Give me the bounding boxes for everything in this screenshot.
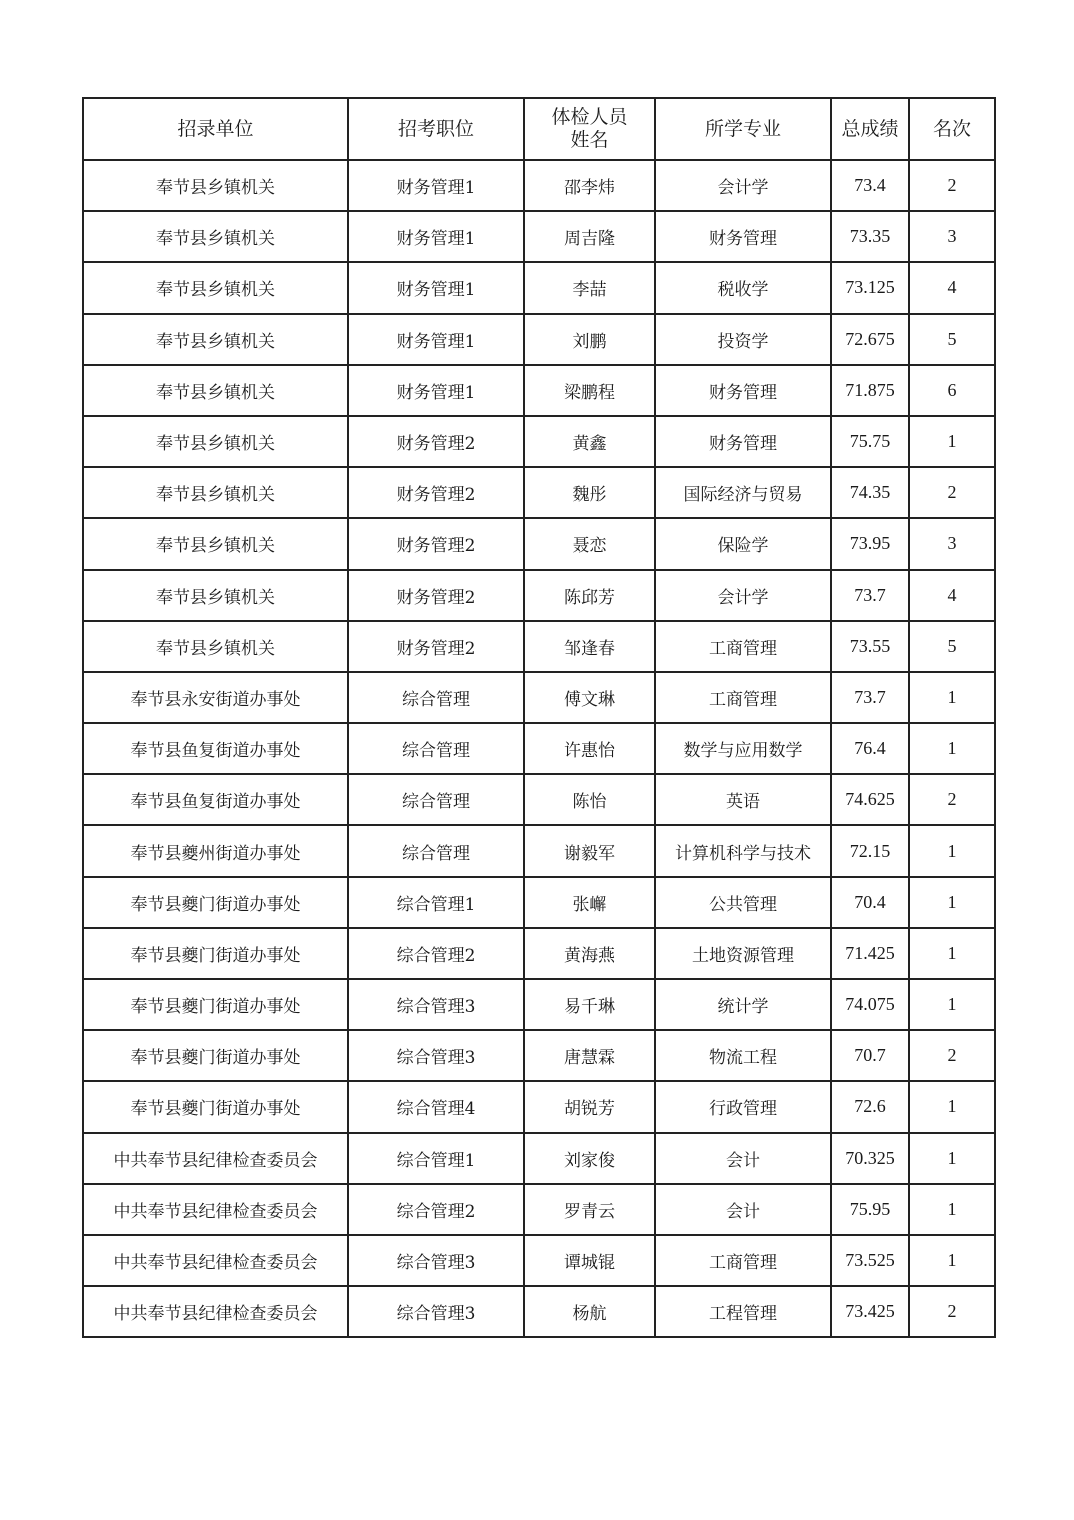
cell-candidate-name: 刘家俊: [524, 1133, 655, 1184]
cell-position: 财务管理1: [348, 365, 524, 416]
cell-candidate-name: 魏彤: [524, 467, 655, 518]
cell-position: 财务管理2: [348, 518, 524, 569]
cell-major: 物流工程: [655, 1030, 831, 1081]
cell-recruiting-unit: 中共奉节县纪律检查委员会: [83, 1184, 348, 1235]
cell-major: 工程管理: [655, 1286, 831, 1337]
header-candidate-name-line2: 姓名: [570, 129, 609, 151]
cell-total-score: 73.525: [831, 1235, 909, 1286]
cell-recruiting-unit: 奉节县乡镇机关: [83, 467, 348, 518]
cell-rank: 1: [909, 825, 995, 876]
cell-major: 会计: [655, 1133, 831, 1184]
cell-position: 财务管理2: [348, 467, 524, 518]
cell-recruiting-unit: 奉节县乡镇机关: [83, 621, 348, 672]
cell-position: 综合管理: [348, 672, 524, 723]
cell-major: 税收学: [655, 262, 831, 313]
cell-major: 财务管理: [655, 211, 831, 262]
cell-recruiting-unit: 奉节县夔门街道办事处: [83, 1081, 348, 1132]
cell-total-score: 73.125: [831, 262, 909, 313]
header-position: 招考职位: [348, 98, 524, 160]
table-row: [83, 825, 995, 876]
table-row: [83, 877, 995, 928]
cell-position: 综合管理3: [348, 1235, 524, 1286]
table-row: [83, 1081, 995, 1132]
cell-rank: 2: [909, 1286, 995, 1337]
cell-total-score: 73.4: [831, 160, 909, 211]
cell-major: 英语: [655, 774, 831, 825]
cell-position: 综合管理: [348, 825, 524, 876]
table-row: [83, 160, 995, 211]
table-row: [83, 314, 995, 365]
cell-recruiting-unit: 奉节县乡镇机关: [83, 518, 348, 569]
cell-total-score: 71.425: [831, 928, 909, 979]
cell-total-score: 71.875: [831, 365, 909, 416]
cell-recruiting-unit: 中共奉节县纪律检查委员会: [83, 1133, 348, 1184]
cell-rank: 5: [909, 314, 995, 365]
table-body: [83, 160, 995, 1337]
cell-major: 保险学: [655, 518, 831, 569]
cell-recruiting-unit: 奉节县夔门街道办事处: [83, 877, 348, 928]
cell-total-score: 73.55: [831, 621, 909, 672]
cell-position: 财务管理2: [348, 416, 524, 467]
cell-position: 财务管理1: [348, 262, 524, 313]
cell-candidate-name: 陈怡: [524, 774, 655, 825]
cell-major: 行政管理: [655, 1081, 831, 1132]
table-row: [83, 1184, 995, 1235]
cell-major: 财务管理: [655, 365, 831, 416]
table-row: [83, 774, 995, 825]
cell-position: 财务管理2: [348, 570, 524, 621]
cell-rank: 1: [909, 1184, 995, 1235]
table-row: [83, 1133, 995, 1184]
cell-position: 财务管理1: [348, 314, 524, 365]
cell-rank: 1: [909, 416, 995, 467]
cell-rank: 1: [909, 672, 995, 723]
cell-recruiting-unit: 中共奉节县纪律检查委员会: [83, 1235, 348, 1286]
cell-total-score: 74.625: [831, 774, 909, 825]
cell-position: 综合管理: [348, 723, 524, 774]
cell-recruiting-unit: 奉节县永安街道办事处: [83, 672, 348, 723]
cell-recruiting-unit: 奉节县鱼复街道办事处: [83, 723, 348, 774]
cell-recruiting-unit: 奉节县夔门街道办事处: [83, 928, 348, 979]
cell-candidate-name: 刘鹏: [524, 314, 655, 365]
cell-major: 财务管理: [655, 416, 831, 467]
cell-rank: 6: [909, 365, 995, 416]
cell-recruiting-unit: 奉节县乡镇机关: [83, 570, 348, 621]
cell-major: 国际经济与贸易: [655, 467, 831, 518]
cell-candidate-name: 黄鑫: [524, 416, 655, 467]
header-major: 所学专业: [655, 98, 831, 160]
cell-position: 综合管理3: [348, 1286, 524, 1337]
cell-major: 会计学: [655, 160, 831, 211]
cell-major: 会计: [655, 1184, 831, 1235]
cell-candidate-name: 许惠怡: [524, 723, 655, 774]
cell-total-score: 72.15: [831, 825, 909, 876]
cell-major: 土地资源管理: [655, 928, 831, 979]
cell-position: 综合管理: [348, 774, 524, 825]
cell-rank: 1: [909, 928, 995, 979]
table-row: [83, 570, 995, 621]
table-row: [83, 1235, 995, 1286]
cell-total-score: 76.4: [831, 723, 909, 774]
cell-major: 工商管理: [655, 1235, 831, 1286]
cell-recruiting-unit: 奉节县乡镇机关: [83, 314, 348, 365]
cell-candidate-name: 谢毅军: [524, 825, 655, 876]
cell-recruiting-unit: 奉节县乡镇机关: [83, 365, 348, 416]
cell-total-score: 70.325: [831, 1133, 909, 1184]
cell-rank: 2: [909, 160, 995, 211]
cell-total-score: 75.95: [831, 1184, 909, 1235]
cell-recruiting-unit: 奉节县夔州街道办事处: [83, 825, 348, 876]
cell-total-score: 72.6: [831, 1081, 909, 1132]
cell-position: 综合管理4: [348, 1081, 524, 1132]
cell-position: 财务管理2: [348, 621, 524, 672]
cell-position: 综合管理3: [348, 1030, 524, 1081]
table-row: [83, 723, 995, 774]
cell-position: 综合管理3: [348, 979, 524, 1030]
header-candidate-name: [524, 98, 655, 160]
header-recruiting-unit: 招录单位: [83, 98, 348, 160]
table-row: [83, 416, 995, 467]
cell-position: 财务管理1: [348, 160, 524, 211]
cell-rank: 3: [909, 518, 995, 569]
table-row: [83, 211, 995, 262]
cell-position: 综合管理1: [348, 1133, 524, 1184]
cell-recruiting-unit: 奉节县乡镇机关: [83, 262, 348, 313]
cell-rank: 1: [909, 1133, 995, 1184]
cell-rank: 1: [909, 979, 995, 1030]
cell-major: 计算机科学与技术: [655, 825, 831, 876]
cell-candidate-name: 周吉隆: [524, 211, 655, 262]
cell-total-score: 74.35: [831, 467, 909, 518]
cell-major: 统计学: [655, 979, 831, 1030]
cell-major: 会计学: [655, 570, 831, 621]
header-rank: 名次: [909, 98, 995, 160]
cell-candidate-name: 聂恋: [524, 518, 655, 569]
table-row: [83, 365, 995, 416]
cell-major: 数学与应用数学: [655, 723, 831, 774]
cell-major: 工商管理: [655, 621, 831, 672]
cell-rank: 4: [909, 262, 995, 313]
cell-major: 工商管理: [655, 672, 831, 723]
table-row: [83, 979, 995, 1030]
cell-candidate-name: 黄海燕: [524, 928, 655, 979]
cell-candidate-name: 谭城锟: [524, 1235, 655, 1286]
cell-rank: 3: [909, 211, 995, 262]
cell-rank: 1: [909, 877, 995, 928]
table-row: [83, 262, 995, 313]
table-row: [83, 467, 995, 518]
cell-position: 财务管理1: [348, 211, 524, 262]
cell-candidate-name: 杨航: [524, 1286, 655, 1337]
cell-total-score: 73.95: [831, 518, 909, 569]
cell-major: 投资学: [655, 314, 831, 365]
cell-recruiting-unit: 中共奉节县纪律检查委员会: [83, 1286, 348, 1337]
cell-position: 综合管理1: [348, 877, 524, 928]
cell-candidate-name: 胡锐芳: [524, 1081, 655, 1132]
cell-recruiting-unit: 奉节县夔门街道办事处: [83, 1030, 348, 1081]
header-row: [83, 98, 995, 160]
cell-candidate-name: 易千琳: [524, 979, 655, 1030]
cell-rank: 1: [909, 1235, 995, 1286]
physical-exam-list-table: [82, 97, 996, 1338]
cell-total-score: 72.675: [831, 314, 909, 365]
cell-rank: 2: [909, 467, 995, 518]
cell-candidate-name: 罗青云: [524, 1184, 655, 1235]
cell-recruiting-unit: 奉节县乡镇机关: [83, 211, 348, 262]
cell-total-score: 73.425: [831, 1286, 909, 1337]
cell-total-score: 70.7: [831, 1030, 909, 1081]
cell-candidate-name: 李喆: [524, 262, 655, 313]
cell-candidate-name: 邹逢春: [524, 621, 655, 672]
table-row: [83, 928, 995, 979]
cell-rank: 5: [909, 621, 995, 672]
table-row: [83, 1286, 995, 1337]
cell-recruiting-unit: 奉节县鱼复街道办事处: [83, 774, 348, 825]
cell-recruiting-unit: 奉节县夔门街道办事处: [83, 979, 348, 1030]
cell-total-score: 73.7: [831, 672, 909, 723]
table-row: [83, 518, 995, 569]
cell-candidate-name: 陈邱芳: [524, 570, 655, 621]
cell-candidate-name: 梁鹏程: [524, 365, 655, 416]
cell-candidate-name: 邵李炜: [524, 160, 655, 211]
cell-candidate-name: 唐慧霖: [524, 1030, 655, 1081]
cell-recruiting-unit: 奉节县乡镇机关: [83, 416, 348, 467]
cell-rank: 1: [909, 1081, 995, 1132]
header-candidate-name-line1: 体检人员: [551, 106, 628, 128]
cell-rank: 1: [909, 723, 995, 774]
header-total-score: 总成绩: [831, 98, 909, 160]
cell-total-score: 74.075: [831, 979, 909, 1030]
cell-rank: 2: [909, 774, 995, 825]
cell-total-score: 73.7: [831, 570, 909, 621]
cell-position: 综合管理2: [348, 928, 524, 979]
cell-candidate-name: 张嶰: [524, 877, 655, 928]
cell-total-score: 73.35: [831, 211, 909, 262]
table-row: [83, 1030, 995, 1081]
cell-rank: 2: [909, 1030, 995, 1081]
cell-total-score: 75.75: [831, 416, 909, 467]
cell-candidate-name: 傅文琳: [524, 672, 655, 723]
table-row: [83, 621, 995, 672]
cell-major: 公共管理: [655, 877, 831, 928]
cell-rank: 4: [909, 570, 995, 621]
table-row: [83, 672, 995, 723]
cell-recruiting-unit: 奉节县乡镇机关: [83, 160, 348, 211]
cell-position: 综合管理2: [348, 1184, 524, 1235]
cell-total-score: 70.4: [831, 877, 909, 928]
